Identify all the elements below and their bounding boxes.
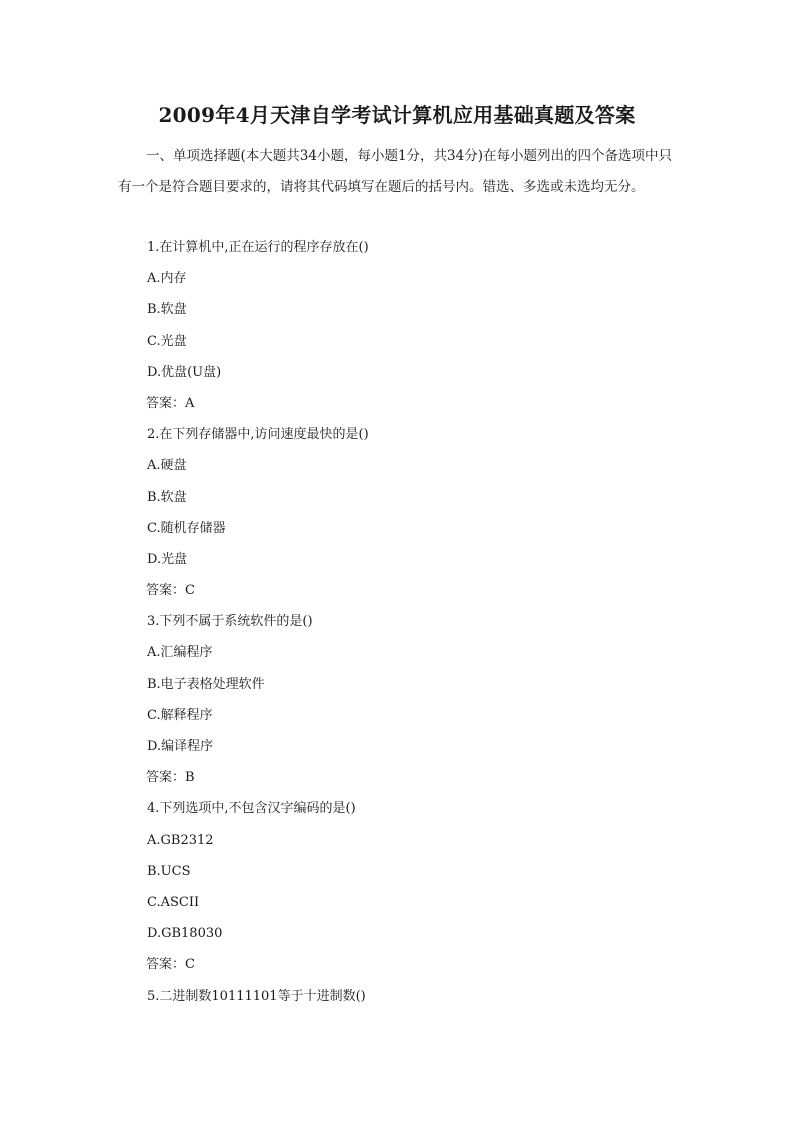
question-stem: 3.下列不属于系统软件的是() — [147, 614, 313, 630]
option-d: D.编译程序 — [147, 739, 214, 754]
answer-text: 答案：B — [146, 770, 195, 786]
question-stem: 4.下列选项中,不包含汉字编码的是() — [147, 801, 356, 817]
question-list — [147, 232, 667, 1012]
option-b: B.电子表格处理软件 — [147, 676, 265, 692]
document-title: 2009年4月天津自学考试计算机应用基础真题及答案 — [158, 103, 636, 127]
answer-text: 答案：C — [146, 583, 195, 599]
option-d: D.优盘(U盘) — [147, 364, 222, 380]
option-c: C.随机存储器 — [147, 520, 226, 536]
option-c: C.ASCII — [147, 894, 200, 910]
option-a: A.汇编程序 — [147, 645, 213, 661]
question-stem: 1.在计算机中,正在运行的程序存放在() — [147, 240, 369, 255]
option-a: A.GB2312 — [147, 832, 214, 848]
option-b: B.UCS — [147, 863, 191, 879]
section-intro: 一、单项选择题(本大题共34小题，每小题1分，共34分)在每小题列出的四个备选项中只有一个是符合题目要求的，请将其代码填写在题后的括号内。错选、多选或未选均无分。 — [118, 148, 672, 195]
option-a: A.内存 — [147, 271, 187, 287]
option-a: A.硬盘 — [147, 458, 187, 474]
answer-text: 答案：A — [146, 395, 195, 411]
option-b: B.软盘 — [147, 489, 187, 505]
option-c: C.光盘 — [147, 333, 187, 349]
option-d: D.光盘 — [147, 551, 188, 567]
option-c: C.解释程序 — [147, 707, 213, 723]
question-stem: 2.在下列存储器中,访问速度最快的是() — [147, 427, 369, 443]
option-d: D.GB18030 — [147, 926, 223, 942]
question-stem: 5.二进制数10111101等于十进制数() — [147, 988, 366, 1004]
option-b: B.软盘 — [147, 302, 187, 318]
answer-text: 答案：C — [146, 957, 195, 973]
